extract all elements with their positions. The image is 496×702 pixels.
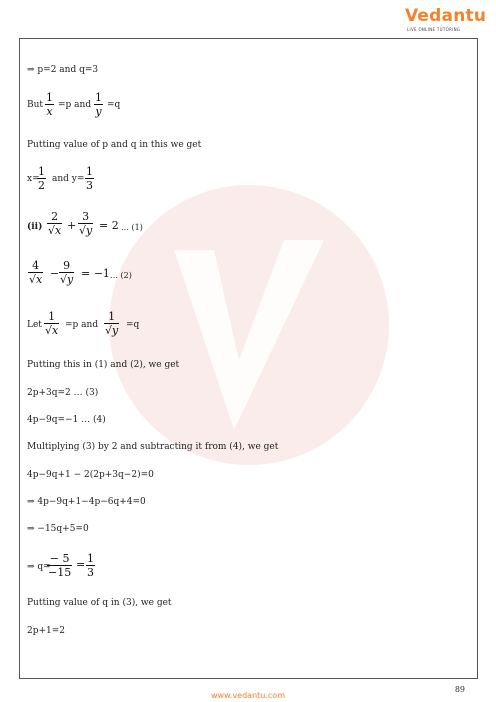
equation-tag-1: … (1) [121,223,143,232]
fraction-1-over-3: $\frac{1}{3}$ [86,165,93,192]
text-putting-pq: Putting value of p and q in this we get [27,140,202,150]
step-1: 4p−9q+1 − 2(2p+3q−2)=0 [27,470,154,480]
text-x-eq: x= [27,174,40,184]
watermark-logo [104,180,394,470]
equation-last: 2p+1=2 [27,626,66,636]
fraction-m5-over-m15: $\frac{- 5}{-15}$ [48,552,72,579]
fraction-1-over-2: $\frac{1}{2}$ [38,165,45,192]
plus-sign-1: + [67,219,77,232]
label-part-ii: (ii) [27,222,43,232]
text-but: But [27,100,44,110]
text-let-eq-q: =q [126,320,140,330]
text-and-y: and y= [52,174,85,184]
fraction-1-over-y: $\frac{1}{y}$ [95,91,102,118]
equals-sign: = [76,558,86,571]
vedantu-logo [405,6,489,34]
text-putting-q: Putting value of q in (3), we get [27,598,172,608]
equals-2: = 2 [99,219,119,232]
page-number: 89 [454,685,465,694]
fraction-1-over-sqrt-y: $\frac{1}{√y}$ [105,310,119,337]
fraction-4-over-sqrt-x: $\frac{4}{√x}$ [29,259,43,286]
fraction-3-over-sqrt-y: $\frac{3}{√y}$ [79,210,93,237]
fraction-1-over-3-result: $\frac{1}{3}$ [87,552,94,579]
fraction-9-over-sqrt-y: $\frac{9}{√y}$ [60,259,74,286]
website-link[interactable]: www.vedantu.com [211,691,285,700]
minus-sign-1: − [50,267,60,280]
equation-tag-2: … (2) [110,271,132,280]
step-3: ⇒ −15q+5=0 [27,524,89,534]
fraction-2-over-sqrt-x: $\frac{2}{√x}$ [48,210,62,237]
text-let-eq-p-and: =p and [65,320,99,330]
equation-3: 2p+3q=2 … (3) [27,388,99,398]
text-multiplying: Multiplying (3) by 2 and subtracting it from (4), we get [27,442,279,452]
text-eq-p-and: =p and [58,100,92,110]
text-let: Let [27,320,42,330]
step-2: ⇒ 4p−9q+1−4p−6q+4=0 [27,497,146,507]
fraction-1-over-x: $\frac{1}{x}$ [46,91,53,118]
equals-minus-1: = −1 [81,267,110,280]
text-p-q-values: ⇒ p=2 and q=3 [27,65,99,75]
logo-tagline: LIVE ONLINE TUTORING [407,27,461,32]
equation-4: 4p−9q=−1 … (4) [27,415,106,425]
text-eq-q: =q [107,100,121,110]
text-putting-this: Putting this in (1) and (2), we get [27,360,180,370]
fraction-1-over-sqrt-x: $\frac{1}{√x}$ [45,310,59,337]
logo-text: Vedantu [405,6,487,26]
text-q-eq: ⇒ q= [27,562,51,572]
